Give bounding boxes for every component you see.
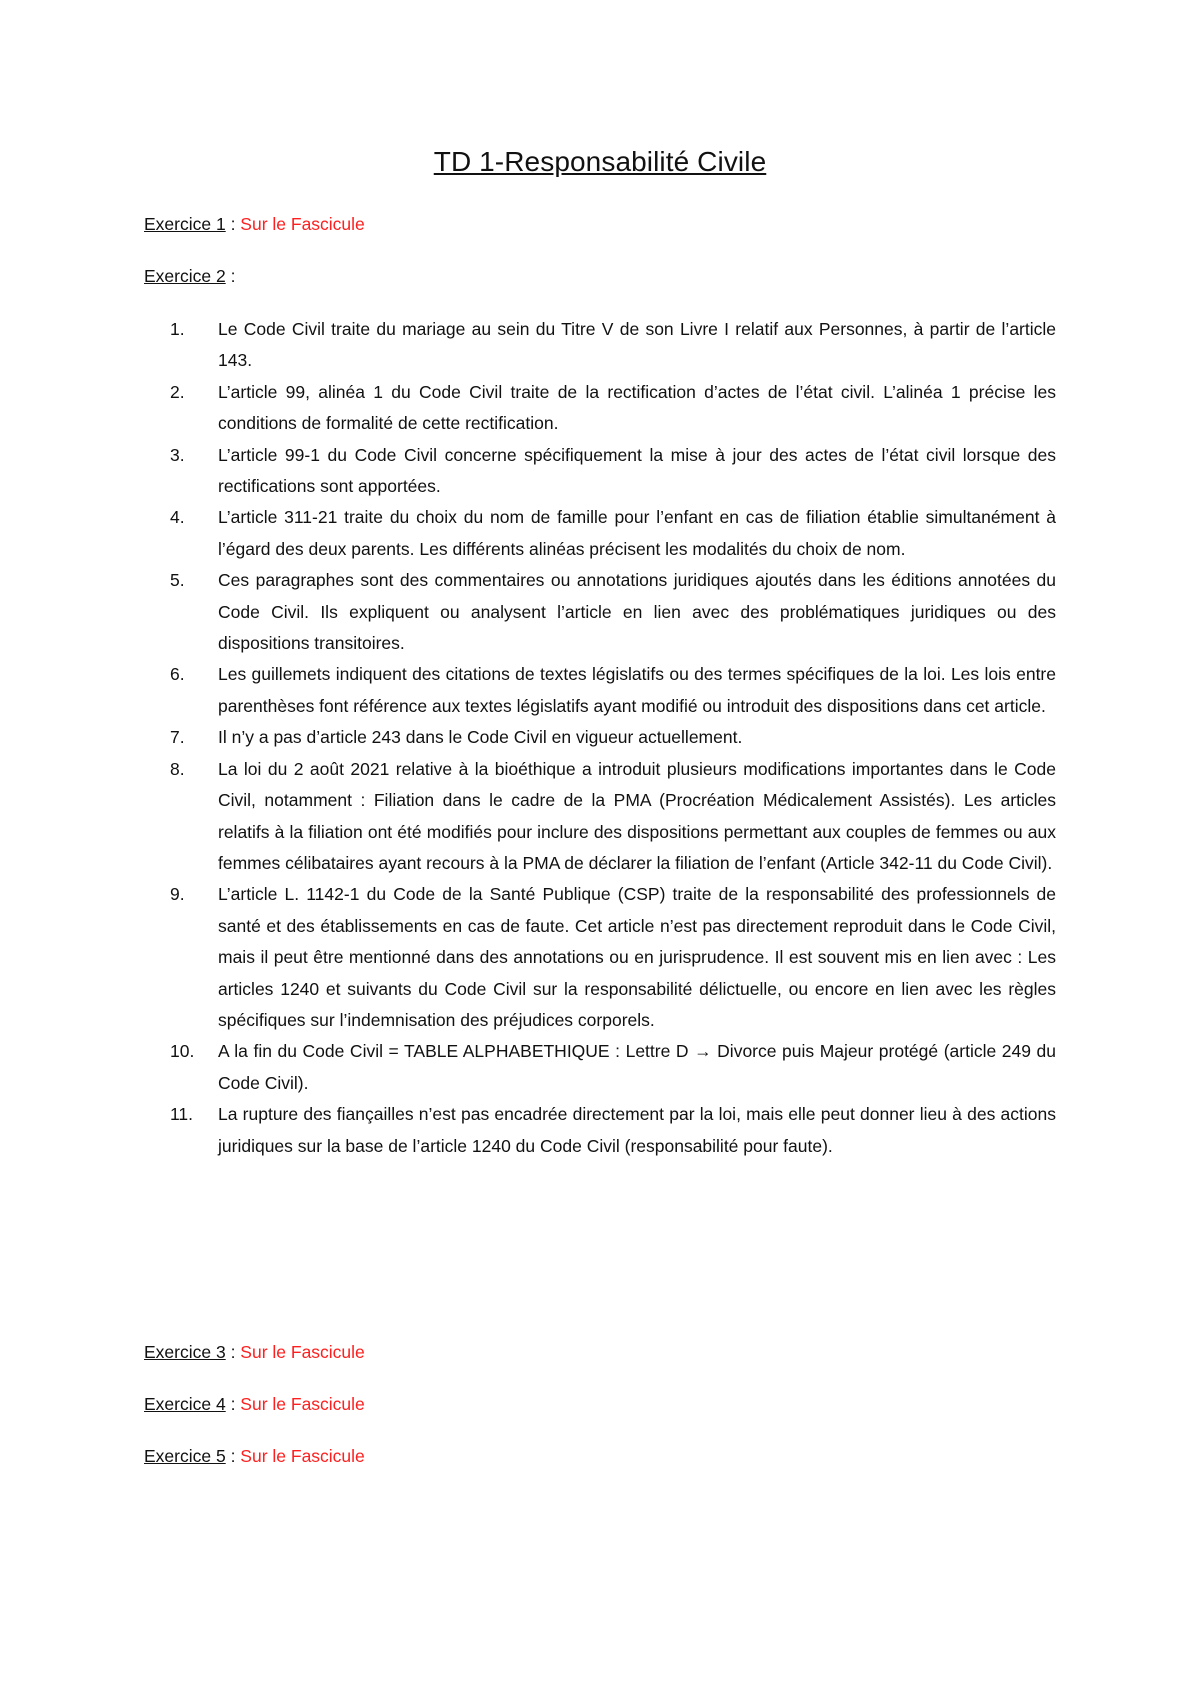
answer-item-1 — [144, 314, 1056, 377]
answer-number: 11. — [170, 1104, 194, 1125]
exercise-3-separator: : — [225, 1342, 241, 1362]
document-title: TD 1-Responsabilité Civile — [433, 146, 767, 177]
answer-text: L’article 311-21 traite du choix du nom de famille pour l’enfant en cas de filiation établie simultanément à l’égard des deux parents. Les différents alinéas précisent les modalités du choix de nom. — [218, 507, 1056, 559]
answer-number: 5. — [170, 570, 185, 591]
exercise-3-label: Exercice 3 — [144, 1342, 226, 1362]
answer-number: 9. — [170, 884, 185, 905]
answer-number: 7. — [170, 727, 185, 748]
answer-item-10 — [144, 1036, 1056, 1099]
answer-text: L’article 99-1 du Code Civil concerne spécifiquement la mise à jour des actes de l’état civil lorsque des rectifications sont apportées. — [218, 444, 1056, 497]
answer-item-2 — [144, 377, 1056, 440]
answer-text: La rupture des fiançailles n’est pas encadrée directement par la loi, mais elle peut donner lieu à des actions juridiques sur la base de l’article 1240 du Code Civil (responsabilité pour faute). — [218, 1104, 1056, 1156]
answer-text: Les guillemets indiquent des citations de textes législatifs ou des termes spécifiques de la loi. Les lois entre parenthèses font référence aux textes législatifs ayant modifié ou introduit des dispositions dans cet article. — [218, 664, 1056, 716]
exercise-2-heading — [144, 264, 235, 288]
exercise-5-note: Sur le Fascicule — [240, 1446, 365, 1466]
exercise-5-label: Exercice 5 — [144, 1446, 226, 1466]
exercise-1-separator: : — [225, 214, 241, 234]
answer-number: 10. — [170, 1041, 195, 1062]
answer-text: La loi du 2 août 2021 relative à la bioéthique a introduit plusieurs modifications importantes dans le Code Civil, notamment : Filiation dans le cadre de la PMA (Procréation Médicalement Assistés). Les articles relatifs à la filiation ont été modifiés pour inclure des dispositions permettant aux couples de femmes ou aux femmes célibataires ayant recours à la PMA de déclarer la filiation de l’enfant (Article 342-11 du Code Civil). — [218, 758, 1056, 873]
exercise-4-note: Sur le Fascicule — [240, 1394, 365, 1414]
exercise-4-separator: : — [225, 1394, 241, 1414]
answer-number: 6. — [170, 664, 185, 685]
exercise-1-label: Exercice 1 — [144, 214, 226, 234]
answer-number: 1. — [170, 319, 185, 339]
exercise-2-label: Exercice 2 — [144, 266, 226, 286]
answer-number: 3. — [170, 444, 185, 465]
answer-text: A la fin du Code Civil = TABLE ALPHABETHIQUE : Lettre D → Divorce puis Majeur protégé (article 249 du Code Civil). — [218, 1041, 1056, 1093]
exercise-5-heading — [144, 1444, 365, 1468]
answer-item-3 — [144, 440, 1056, 503]
answer-number: 4. — [170, 507, 185, 528]
exercise-2-answer-list — [144, 314, 1056, 1162]
answer-number: 8. — [170, 758, 185, 779]
exercise-4-heading — [144, 1392, 365, 1416]
exercise-3-heading — [144, 1340, 365, 1364]
answer-text: Il n’y a pas d’article 243 dans le Code Civil en vigueur actuellement. — [218, 727, 743, 748]
answer-text: L’article 99, alinéa 1 du Code Civil traite de la rectification d’actes de l’état civil. L’alinéa 1 précise les conditions de formalité de cette rectification. — [218, 381, 1056, 434]
answer-item-4 — [144, 502, 1056, 565]
answer-item-8 — [144, 754, 1056, 880]
answer-text: Ces paragraphes sont des commentaires ou annotations juridiques ajoutés dans les éditions annotées du Code Civil. Ils expliquent ou analysent l’article en lien avec des problématiques juridiques ou des dispositions transitoires. — [218, 570, 1056, 654]
exercise-5-separator: : — [225, 1446, 241, 1466]
exercise-2-separator: : — [225, 266, 236, 286]
answer-item-11 — [144, 1099, 1056, 1162]
exercise-4-label: Exercice 4 — [144, 1394, 226, 1414]
exercise-3-note: Sur le Fascicule — [240, 1342, 365, 1362]
answer-item-9 — [144, 879, 1056, 1036]
answer-number: 2. — [170, 381, 185, 402]
exercise-1-heading — [144, 212, 365, 236]
answer-text: L’article L. 1142-1 du Code de la Santé Publique (CSP) traite de la responsabilité des professionnels de santé et des établissements en cas de faute. Cet article n’est pas directement reproduit dans le Code Civil, mais il peut être mentionné dans des annotations ou en jurisprudence. Il est souvent mis en lien avec : Les articles 1240 et suivants du Code Civil sur la responsabilité délictuelle, ou encore en lien avec les règles spécifiques sur l’indemnisation des préjudices corporels. — [218, 884, 1056, 1030]
exercise-1-note: Sur le Fascicule — [240, 214, 365, 234]
answer-item-7 — [144, 722, 1056, 753]
answer-item-6 — [144, 659, 1056, 722]
answer-text: Le Code Civil traite du mariage au sein du Titre V de son Livre I relatif aux Personnes, à partir de l’article 143. — [218, 319, 1056, 371]
answer-item-5 — [144, 565, 1056, 659]
